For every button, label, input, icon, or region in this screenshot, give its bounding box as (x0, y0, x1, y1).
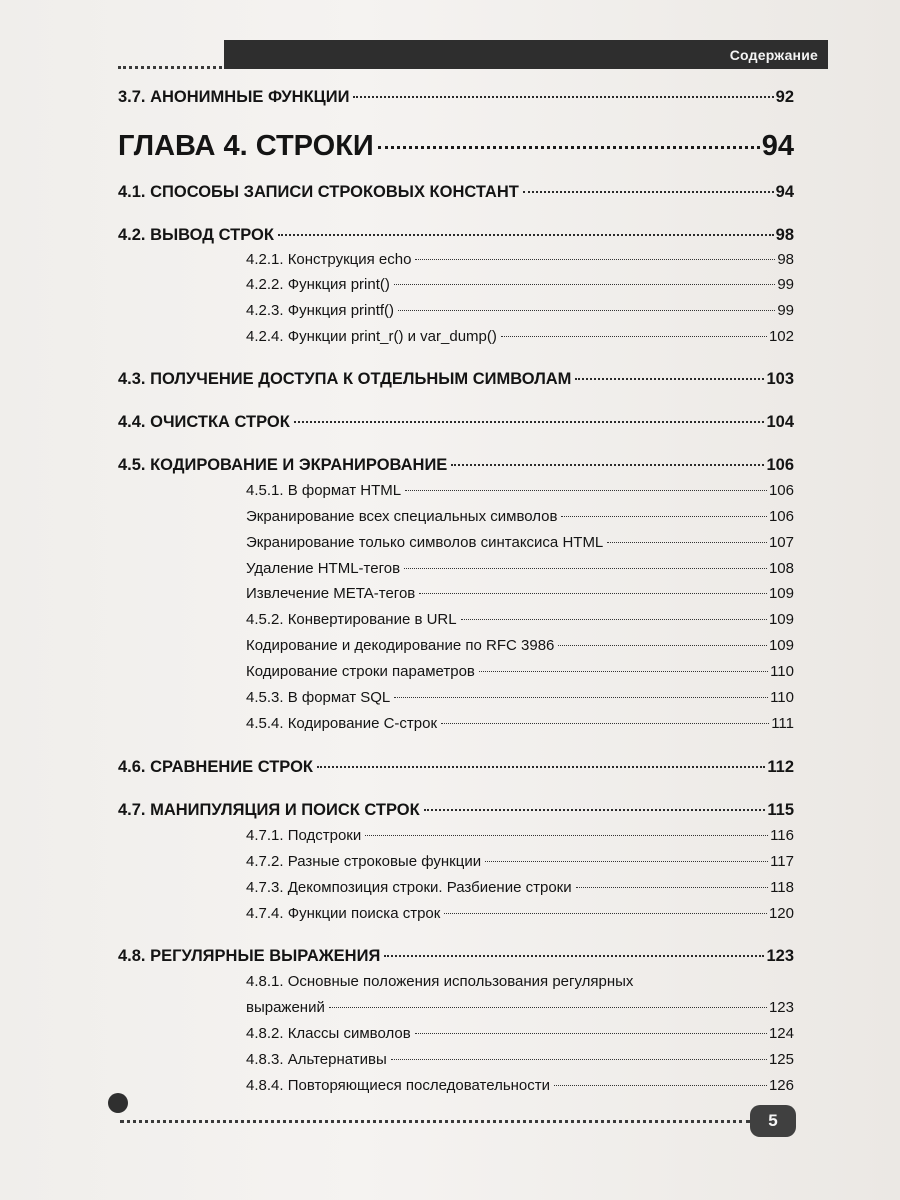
toc-subentry (246, 328, 794, 345)
toc-subentry (246, 1077, 794, 1094)
dot-leader (294, 421, 765, 423)
toc-subentry (246, 482, 794, 499)
toc-entry-page: 99 (777, 302, 794, 319)
toc-entry-label: Экранирование только символов синтаксиса HTML (246, 534, 604, 551)
toc-entry-page: 109 (768, 611, 794, 628)
toc-entry-page: 102 (768, 328, 794, 345)
toc-entry-label: Кодирование строки параметров (246, 663, 475, 680)
toc-entry-label: 4.7.2. Разные строковые функции (246, 853, 482, 870)
toc-entry-label: 4.7.3. Декомпозиция строки. Разбиение строки (246, 879, 572, 896)
toc-entry-label: 4.8.4. Повторяющиеся последовательности (246, 1077, 551, 1094)
toc-subentry (246, 689, 794, 706)
dot-leader (523, 191, 774, 193)
toc-entry-page: 103 (766, 370, 794, 388)
toc-subentry (246, 1025, 794, 1042)
footer-dotted-rule (120, 1120, 750, 1123)
toc-entry-page: 118 (770, 879, 794, 896)
toc-entry-label: Извлечение META-тегов (246, 585, 416, 602)
toc-subentry (246, 534, 794, 551)
toc-subentry (246, 508, 794, 525)
toc-entry (118, 947, 794, 966)
toc-entry (118, 758, 794, 777)
header-title: Содержание (729, 46, 818, 63)
dot-leader (461, 619, 767, 620)
dot-leader (501, 336, 767, 337)
toc-entry-label: 4.2. ВЫВОД СТРОК (118, 226, 274, 244)
toc-entry-label: 4.7. МАНИПУЛЯЦИЯ И ПОИСК СТРОК (118, 801, 420, 819)
toc-subentry (246, 905, 794, 922)
dot-leader (558, 645, 767, 646)
toc-subentry (246, 1051, 794, 1068)
dot-leader (394, 284, 775, 285)
toc-entry-label: 4.5.1. В формат HTML (246, 482, 402, 499)
toc-entry-label: 4.4. ОЧИСТКА СТРОК (118, 413, 290, 431)
dot-leader (404, 568, 767, 569)
toc-entry (118, 370, 794, 389)
dot-leader (479, 671, 768, 672)
toc-entry-page: 123 (768, 999, 794, 1016)
toc-entry-label: 4.7.1. Подстроки (246, 827, 362, 844)
toc-entry-page: 117 (770, 853, 794, 870)
dot-leader (607, 542, 767, 543)
toc-subentry (246, 302, 794, 319)
toc-entry-page: 107 (768, 534, 794, 551)
toc-entry-label: 4.7.4. Функции поиска строк (246, 905, 441, 922)
header-bar (224, 40, 828, 69)
toc-subentry (246, 715, 794, 732)
toc-subentry (246, 585, 794, 602)
toc-entry-page: 123 (766, 947, 794, 965)
toc-entry-page: 98 (777, 251, 794, 268)
toc-subentry (246, 560, 794, 577)
toc-entry-label: 4.2.1. Конструкция echo (246, 251, 412, 268)
dot-leader (419, 593, 767, 594)
dot-leader (378, 146, 760, 149)
toc-entry-label: 4.5.3. В формат SQL (246, 689, 391, 706)
toc-entry-label: Экранирование всех специальных символов (246, 508, 558, 525)
toc-entry-page: 109 (768, 585, 794, 602)
toc-entry-label: 4.1. СПОСОБЫ ЗАПИСИ СТРОКОВЫХ КОНСТАНТ (118, 183, 519, 201)
toc-entry-page: 124 (768, 1025, 794, 1042)
toc-entry-label: 4.8. РЕГУЛЯРНЫЕ ВЫРАЖЕНИЯ (118, 947, 381, 965)
dot-leader (394, 697, 768, 698)
toc-entry-page: 110 (770, 663, 794, 680)
dot-leader (384, 955, 764, 957)
toc-entry-label: Кодирование и декодирование по RFC 3986 (246, 637, 555, 654)
dot-leader (391, 1059, 767, 1060)
dot-leader (415, 1033, 767, 1034)
toc-subentry (246, 276, 794, 293)
toc-entry-page: 106 (766, 456, 794, 474)
toc-entry-label: Удаление HTML-тегов (246, 560, 401, 577)
toc-entry-page: 94 (775, 183, 794, 201)
toc-entry (118, 801, 794, 820)
dot-leader (554, 1085, 767, 1086)
toc-entry (118, 413, 794, 432)
toc-entry-label: 4.5.4. Кодирование C-строк (246, 715, 438, 732)
toc-subentry (246, 827, 794, 844)
dot-leader (329, 1007, 767, 1008)
toc-entry-page: 111 (771, 715, 794, 732)
dot-leader (451, 464, 764, 466)
toc-entry-label: выражений (246, 999, 325, 1016)
toc-subentry (246, 611, 794, 628)
toc-subentry (246, 637, 794, 654)
toc-subentry (246, 999, 794, 1016)
toc-entry (118, 226, 794, 245)
toc-subentry-first-line: 4.8.1. Основные положения использования регулярных (246, 973, 634, 990)
dot-leader (353, 96, 773, 98)
toc-entry-page: 115 (767, 801, 794, 819)
corner-dot-mark (108, 1093, 128, 1113)
page-number-badge (750, 1105, 796, 1137)
dot-leader (365, 835, 768, 836)
toc-entry-label: 4.2.3. Функция printf() (246, 302, 395, 319)
toc-entry (118, 88, 794, 107)
dot-leader (444, 913, 767, 914)
toc-entry-page: 92 (775, 88, 794, 106)
toc-subentry (246, 251, 794, 268)
dot-leader (278, 234, 774, 236)
dot-leader (415, 259, 775, 260)
toc-entry-page: 116 (770, 827, 794, 844)
toc-entry-label: 4.3. ПОЛУЧЕНИЕ ДОСТУПА К ОТДЕЛЬНЫМ СИМВОЛАМ (118, 370, 572, 388)
toc-entry-label: 3.7. АНОНИМНЫЕ ФУНКЦИИ (118, 88, 350, 106)
toc-entry-page: 98 (775, 226, 794, 244)
toc-subentry (246, 853, 794, 870)
toc-entry-page: 112 (767, 758, 794, 776)
dot-leader (398, 310, 775, 311)
toc-entry-label: 4.5. КОДИРОВАНИЕ И ЭКРАНИРОВАНИЕ (118, 456, 448, 474)
toc-entry-label: 4.6. СРАВНЕНИЕ СТРОК (118, 758, 313, 776)
toc-entry-page: 104 (766, 413, 794, 431)
toc-entry-label: ГЛАВА 4. СТРОКИ (118, 130, 374, 162)
toc-entry-page: 106 (768, 508, 794, 525)
toc-entry-page: 109 (768, 637, 794, 654)
toc-entry-label: 4.8.2. Классы символов (246, 1025, 411, 1042)
toc-entry-label: 4.2.2. Функция print() (246, 276, 390, 293)
toc-entry-label: 4.2.4. Функции print_r() и var_dump() (246, 328, 497, 345)
dot-leader (561, 516, 766, 517)
toc-entry-page: 110 (770, 689, 794, 706)
toc-entry-label: 4.5.2. Конвертирование в URL (246, 611, 457, 628)
toc-subentry (246, 879, 794, 896)
toc-chapter (118, 130, 794, 163)
toc-entry-page: 120 (768, 905, 794, 922)
dot-leader (441, 723, 769, 724)
dot-leader (576, 887, 768, 888)
toc-entry-page: 125 (768, 1051, 794, 1068)
toc-entry-page: 99 (777, 276, 794, 293)
toc-entry-page: 94 (761, 130, 794, 162)
header-dotted-rule (118, 66, 222, 69)
dot-leader (575, 378, 764, 380)
toc-entry-page: 126 (768, 1077, 794, 1094)
toc-subentry (246, 663, 794, 680)
dot-leader (317, 766, 765, 768)
toc-entry (118, 456, 794, 475)
toc-entry-page: 108 (768, 560, 794, 577)
toc-entry (118, 183, 794, 202)
dot-leader (485, 861, 768, 862)
dot-leader (424, 809, 766, 811)
page-number: 5 (768, 1111, 778, 1130)
toc-entry-label: 4.8.3. Альтернативы (246, 1051, 387, 1068)
dot-leader (405, 490, 767, 491)
toc-entry-page: 106 (768, 482, 794, 499)
